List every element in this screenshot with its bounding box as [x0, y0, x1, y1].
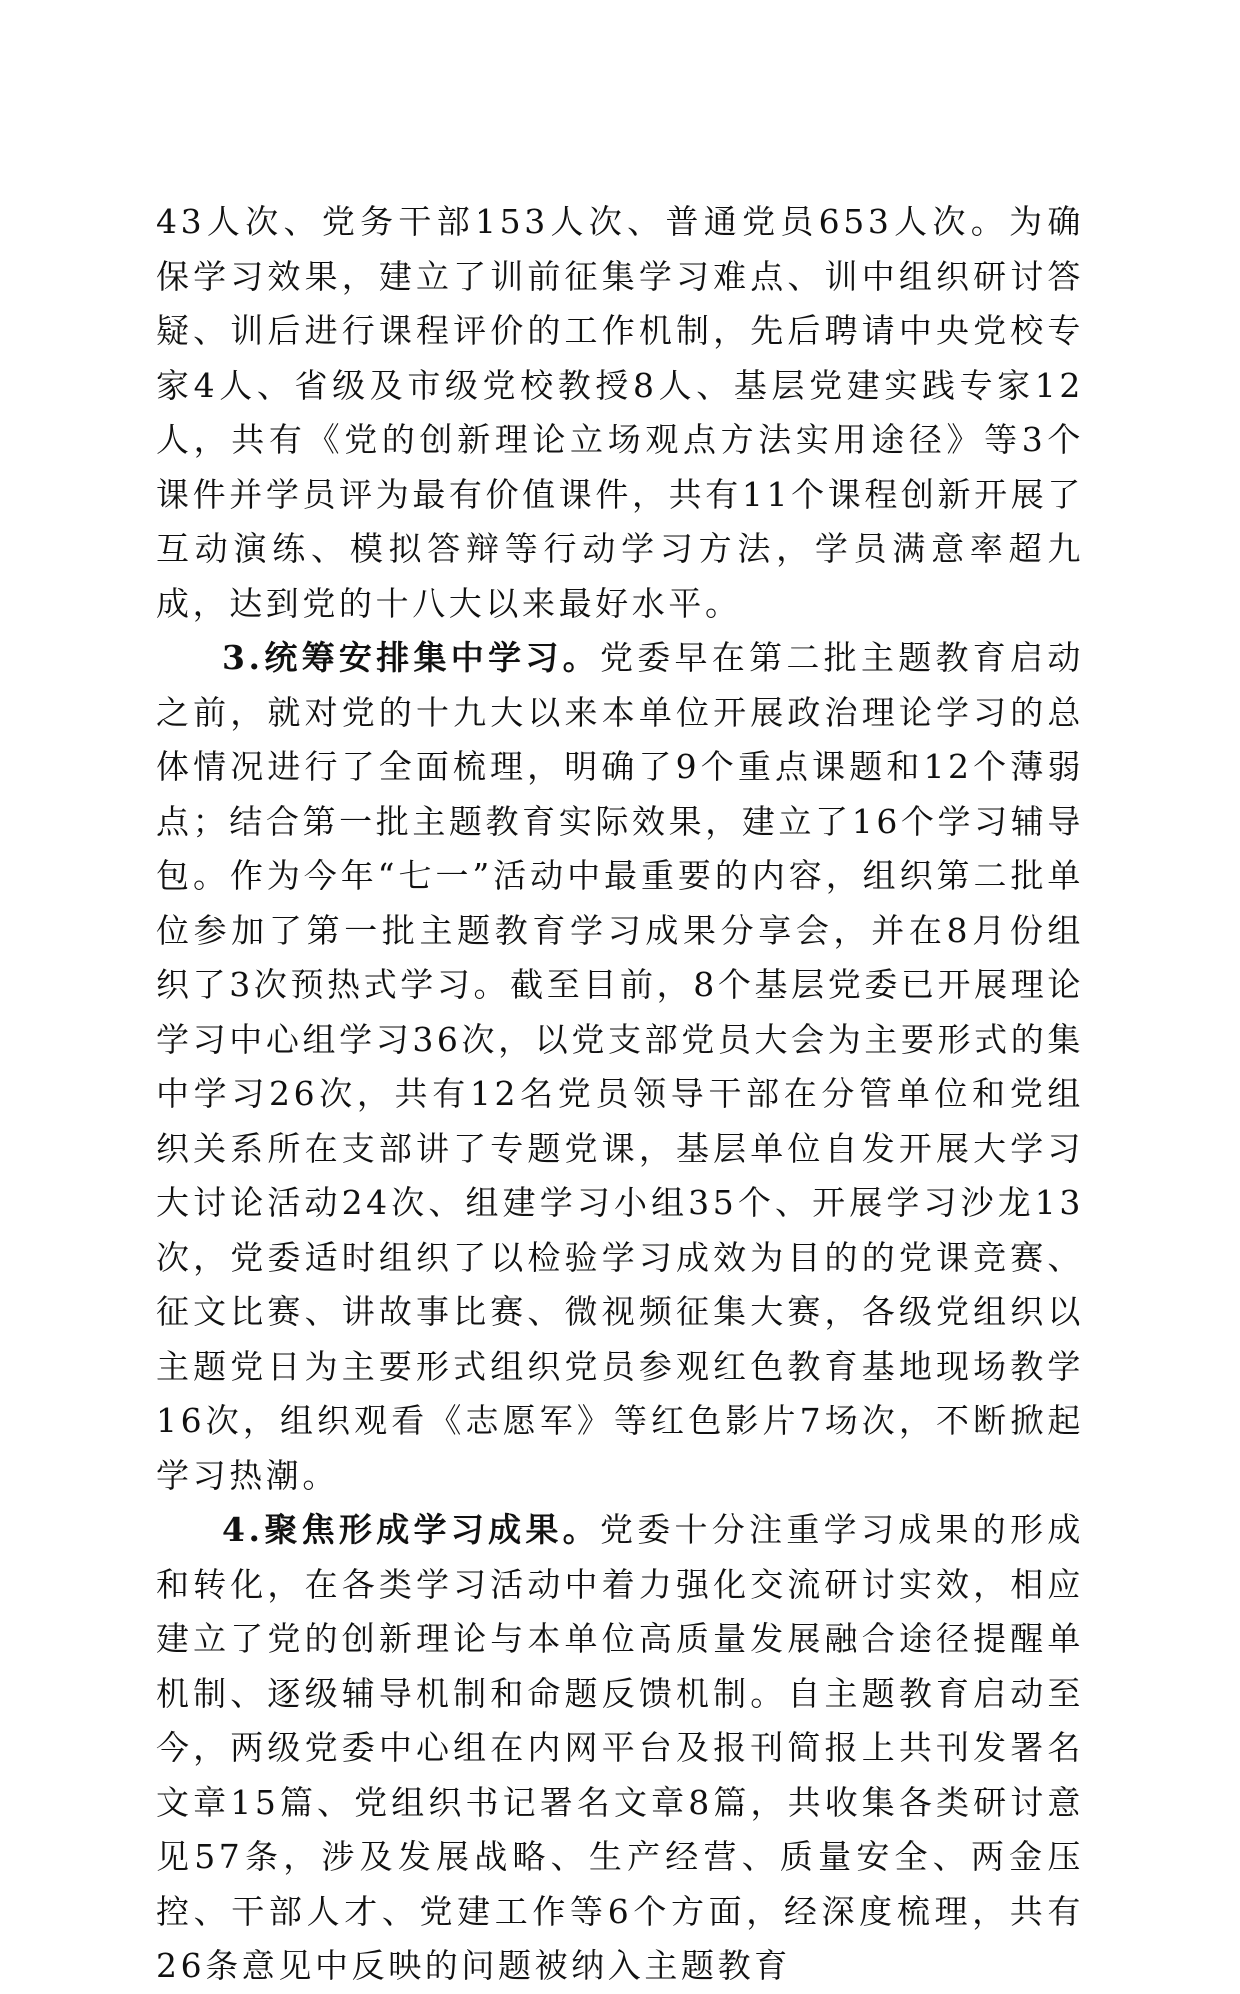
paragraph-text: 党委早在第二批主题教育启动之前，就对党的十九大以来本单位开展政治理论学习的总体情况进行了全面梳理，明确了9个重点课题和12个薄弱点；结合第一批主题教育实际效果，建立了16个学习辅导包。作为今年“七一”活动中最重要的内容，组织第二批单位参加了第一批主题教育学习成果分享会，并在8月份组织了3次预热式学习。截至目前，8个基层党委已开展理论学习中心组学习36次，以党支部党员大会为主要形式的集中学习26次，共有12名党员领导干部在分管单位和党组织关系所在支部讲了专题党课，基层单位自发开展大学习大讨论活动24次、组建学习小组35个、开展学习沙龙13次，党委适时组织了以检验学习成效为目的的党课竞赛、征文比赛、讲故事比赛、微视频征集大赛，各级党组织以主题党日为主要形式组织党员参观红色教育基地现场教学16次，组织观看《志愿军》等红色影片7场次，不断掀起学习热潮。: [156, 638, 1084, 1495]
paragraph-text: 党委十分注重学习成果的形成和转化，在各类学习活动中着力强化交流研讨实效，相应建立了党的创新理论与本单位高质量发展融合途径提醒单机制、逐级辅导机制和命题反馈机制。自主题教育启动至今，两级党委中心组在内网平台及报刊简报上共刊发署名文章15篇、党组织书记署名文章8篇，共收集各类研讨意见57条，涉及发展战略、生产经营、质量安全、两金压控、干部人才、党建工作等6个方面，经深度梳理，共有26条意见中反映的问题被纳入主题教育: [156, 1510, 1084, 1985]
paragraph-heading: 3.统筹安排集中学习。: [222, 638, 600, 677]
paragraph-study-results: [156, 1503, 1084, 1994]
document-body: [156, 195, 1084, 1994]
paragraph-text: 43人次、党务干部153人次、普通党员653人次。为确保学习效果，建立了训前征集学习难点、训中组织研讨答疑、训后进行课程评价的工作机制，先后聘请中央党校专家4人、省级及市级党校教授8人、基层党建实践专家12人，共有《党的创新理论立场观点方法实用途径》等3个课件并学员评为最有价值课件，共有11个课程创新开展了互动演练、模拟答辩等行动学习方法，学员满意率超九成，达到党的十八大以来最好水平。: [156, 202, 1084, 623]
paragraph-heading: 4.聚焦形成学习成果。: [222, 1510, 600, 1549]
paragraph-centralized-study: [156, 631, 1084, 1503]
paragraph-continuation: [156, 195, 1084, 631]
